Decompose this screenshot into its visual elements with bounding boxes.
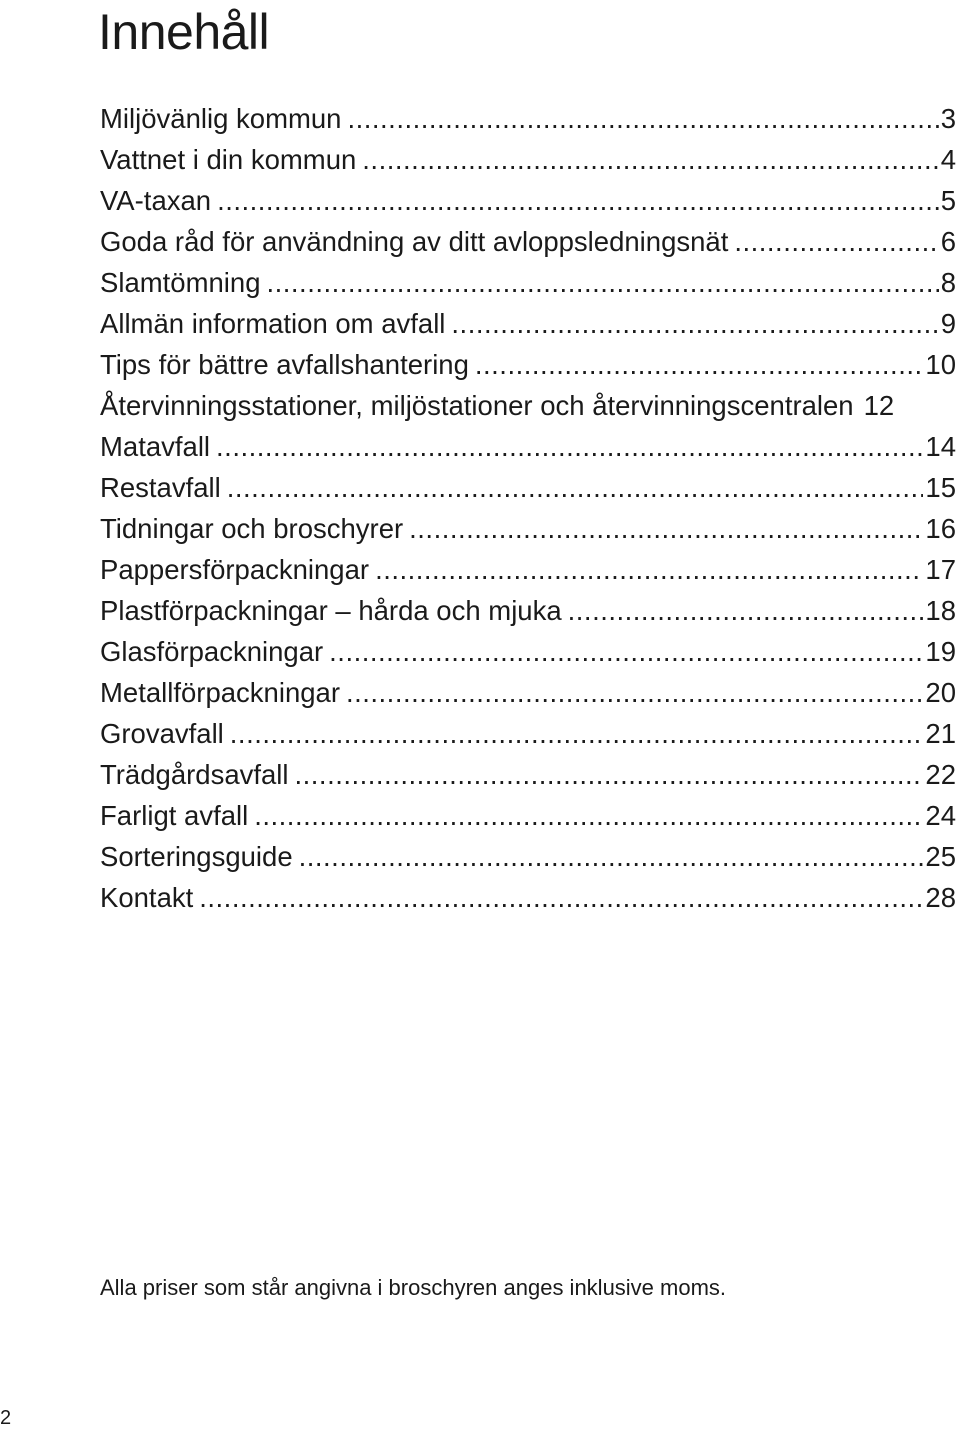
toc-dot-leader: [347, 98, 938, 139]
toc-entry[interactable]: [100, 262, 956, 303]
toc-entry-page: 28: [925, 882, 956, 913]
toc-entry[interactable]: [100, 549, 956, 590]
toc-entry[interactable]: [100, 426, 956, 467]
toc-entry[interactable]: [100, 754, 956, 795]
toc-entry-label: Återvinningsstationer, miljöstationer och återvinningscentralen: [100, 390, 854, 421]
toc-entry-label: Tips för bättre avfallshantering: [100, 349, 469, 380]
toc-entry-page: 22: [925, 759, 956, 790]
toc-entry-label: Pappersförpackningar: [100, 554, 370, 585]
toc-entry-page: 10: [925, 349, 956, 380]
toc-dot-leader: [346, 672, 923, 713]
toc-dot-leader: [254, 795, 923, 836]
toc-entry-page: 8: [940, 267, 956, 298]
toc-entry-label: Restavfall: [100, 472, 221, 503]
toc-entry[interactable]: [100, 467, 956, 508]
toc-dot-leader: [375, 549, 923, 590]
page-number: 2: [0, 1407, 12, 1429]
toc-dot-leader: [475, 344, 924, 385]
toc-entry-label: Miljövänlig kommun: [100, 103, 342, 134]
toc-entry-label: Kontakt: [100, 882, 194, 913]
toc-dot-leader: [227, 467, 924, 508]
toc-entry[interactable]: [100, 672, 956, 713]
toc-entry[interactable]: [100, 180, 956, 221]
toc-entry[interactable]: [100, 139, 956, 180]
toc-entry-page: 9: [940, 308, 956, 339]
toc-entry-label: VA-taxan: [100, 185, 212, 216]
toc-entry-label: Vattnet i din kommun: [100, 144, 357, 175]
toc-entry-page: 3: [940, 103, 956, 134]
toc-entry[interactable]: [100, 221, 956, 262]
table-of-contents: [100, 98, 956, 918]
toc-entry-page: 25: [925, 841, 956, 872]
price-footnote: Alla priser som står angivna i broschyren anges inklusive moms.: [100, 1275, 727, 1300]
toc-entry[interactable]: [100, 344, 956, 385]
toc-entry-label: Sorteringsguide: [100, 841, 293, 872]
toc-entry[interactable]: [100, 508, 956, 549]
toc-entry-label: Matavfall: [100, 431, 211, 462]
toc-entry-page: 21: [925, 718, 956, 749]
toc-entry-page: 16: [925, 513, 956, 544]
toc-dot-leader: [217, 180, 939, 221]
toc-entry-label: Farligt avfall: [100, 800, 249, 831]
toc-dot-leader: [568, 590, 924, 631]
toc-entry-page: 24: [925, 800, 956, 831]
toc-entry-label: Metallförpackningar: [100, 677, 340, 708]
toc-entry-label: Plastförpackningar – hårda och mjuka: [100, 595, 562, 626]
toc-entry[interactable]: [100, 631, 956, 672]
toc-entry-label: Trädgårdsavfall: [100, 759, 289, 790]
toc-entry-label: Goda råd för användning av ditt avloppsledningsnät: [100, 226, 729, 257]
toc-dot-leader: [299, 836, 924, 877]
toc-entry-page: 14: [925, 431, 956, 462]
toc-dot-leader: [216, 426, 923, 467]
toc-entry[interactable]: [100, 98, 956, 139]
toc-entry[interactable]: [100, 385, 956, 426]
toc-entry-page: 6: [940, 226, 956, 257]
toc-dot-leader: [295, 754, 924, 795]
toc-entry[interactable]: [100, 795, 956, 836]
toc-entry-page: 17: [925, 554, 956, 585]
toc-entry[interactable]: [100, 713, 956, 754]
toc-dot-leader: [734, 221, 938, 262]
toc-dot-leader: [329, 631, 923, 672]
toc-entry[interactable]: [100, 590, 956, 631]
toc-dot-leader: [230, 713, 924, 754]
toc-entry-page: 12: [863, 390, 895, 421]
toc-entry[interactable]: [100, 836, 956, 877]
toc-entry-page: 5: [940, 185, 956, 216]
toc-entry-label: Slamtömning: [100, 267, 261, 298]
toc-entry-label: Allmän information om avfall: [100, 308, 446, 339]
toc-dot-leader: [451, 303, 938, 344]
toc-dot-leader: [409, 508, 923, 549]
toc-dot-leader: [267, 262, 939, 303]
toc-entry-page: 15: [925, 472, 956, 503]
toc-entry-page: 18: [925, 595, 956, 626]
toc-entry-page: 19: [925, 636, 956, 667]
page-title: Innehåll: [98, 4, 270, 60]
toc-entry-label: Glasförpackningar: [100, 636, 324, 667]
toc-dot-leader: [362, 139, 938, 180]
toc-entry-label: Grovavfall: [100, 718, 224, 749]
toc-entry-label: Tidningar och broschyrer: [100, 513, 404, 544]
toc-entry-page: 4: [940, 144, 956, 175]
toc-entry[interactable]: [100, 877, 956, 918]
toc-entry-page: 20: [925, 677, 956, 708]
toc-entry[interactable]: [100, 303, 956, 344]
toc-dot-leader: [199, 877, 923, 918]
